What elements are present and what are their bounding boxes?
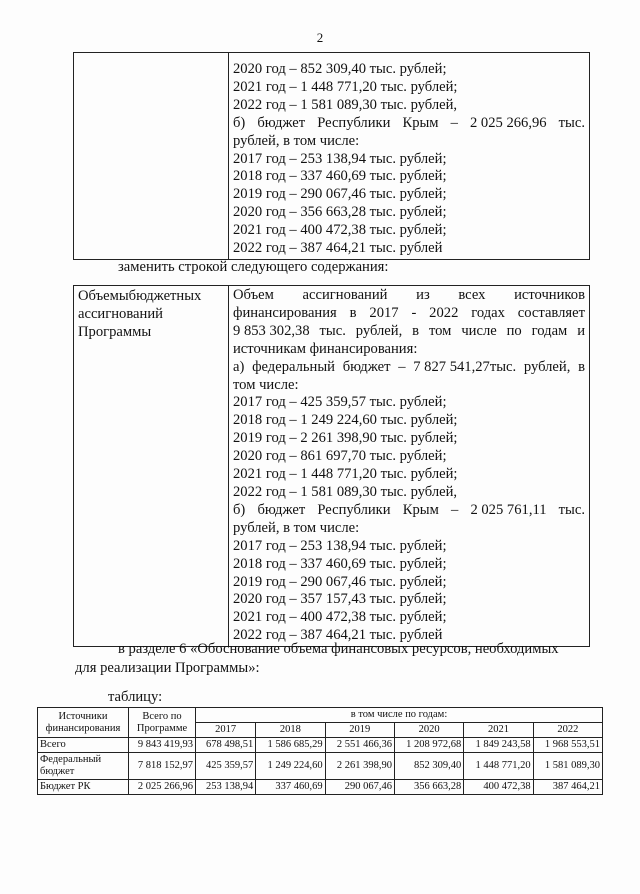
label-line xyxy=(78,288,224,306)
new-text-block xyxy=(73,285,590,647)
row-year-value: 387 464,21 xyxy=(533,780,602,795)
row-year-value: 2 261 398,90 xyxy=(325,753,394,780)
text-line: 2018 год – 337 460,69 тыс. рублей; xyxy=(233,555,447,572)
text-word: годам xyxy=(531,322,568,339)
row-year-value: 678 498,51 xyxy=(196,738,256,753)
text-word: б) xyxy=(233,114,246,131)
text-word: бюджет xyxy=(342,358,391,375)
text-line xyxy=(233,359,585,377)
text-word: всех xyxy=(458,287,486,303)
row-year-value: 1 849 243,58 xyxy=(464,738,533,753)
text-word: Объемы xyxy=(78,288,129,304)
text-line: 2021 год – 400 472,38 тыс. рублей; xyxy=(233,222,447,239)
text-line: 2017 год – 253 138,94 тыс. рублей; xyxy=(233,150,447,167)
row-total: 7 818 152,97 xyxy=(129,753,196,780)
text-word: б) xyxy=(233,501,246,518)
text-word: бюджет xyxy=(257,114,306,131)
text-word: рублей, xyxy=(355,322,403,339)
text-line: 2018 год – 1 249 224,60 тыс. рублей; xyxy=(233,412,458,429)
text-line: 2019 год – 290 067,46 тыс. рублей; xyxy=(233,186,447,203)
row-source-name: Всего xyxy=(38,738,129,753)
new-label-cell xyxy=(74,286,229,647)
label-line: ассигнований xyxy=(78,305,163,322)
text-word: а) xyxy=(233,358,245,375)
row-year-value: 1 448 771,20 xyxy=(464,753,533,780)
row-year-value: 2 551 466,36 xyxy=(325,738,394,753)
section-text-line-2: для реализации Программы»: xyxy=(75,660,260,676)
table-row xyxy=(38,738,603,753)
text-word: Республики xyxy=(317,114,391,131)
table-intro: таблицу: xyxy=(108,689,163,705)
finance-table-header-row xyxy=(38,708,603,723)
text-word: и xyxy=(577,322,585,339)
text-word: федеральный xyxy=(252,358,335,375)
row-year-value: 1 208 972,68 xyxy=(394,738,463,753)
text-word: 7 827 541,27тыс. xyxy=(413,358,517,375)
row-year-value: 1 249 224,60 xyxy=(256,753,325,780)
header-source: Источники финансирования xyxy=(38,708,129,738)
year-header: 2018 xyxy=(256,723,325,738)
text-word: бюджетных xyxy=(128,288,202,304)
label-line: Программы xyxy=(78,323,152,340)
text-line: 2017 год – 425 359,57 тыс. рублей; xyxy=(233,394,447,411)
text-word: финансирования xyxy=(233,304,337,321)
text-word: – xyxy=(450,114,458,131)
row-year-value: 1 581 089,30 xyxy=(533,753,602,780)
year-header: 2022 xyxy=(533,723,602,738)
text-word: источников xyxy=(514,287,585,303)
row-source-name: Бюджет РК xyxy=(38,780,129,795)
page-number: 2 xyxy=(316,30,324,45)
header-years-caption: в том числе по годам: xyxy=(196,708,603,723)
finance-table xyxy=(37,707,603,795)
text-word: из xyxy=(416,287,430,303)
text-line xyxy=(233,305,585,323)
table-row xyxy=(38,780,603,795)
text-line: 2022 год – 387 464,21 тыс. рублей xyxy=(233,627,443,644)
row-year-value: 852 309,40 xyxy=(394,753,463,780)
text-line: 2020 год – 356 663,28 тыс. рублей; xyxy=(233,204,447,221)
previous-label-cell xyxy=(74,53,229,260)
text-word: 2022 xyxy=(429,304,459,321)
year-header: 2019 xyxy=(325,723,394,738)
year-header: 2020 xyxy=(394,723,463,738)
text-word: Объем xyxy=(233,287,274,303)
text-word: тыс. xyxy=(558,501,585,518)
year-header: 2021 xyxy=(464,723,533,738)
text-word: 2017 xyxy=(369,304,399,321)
text-line: 2022 год – 387 464,21 тыс. рублей xyxy=(233,240,443,257)
previous-content-cell xyxy=(229,53,590,260)
row-year-value: 337 460,69 xyxy=(256,780,325,795)
text-word: в xyxy=(349,304,357,321)
text-line xyxy=(233,287,585,305)
text-line: 2020 год – 852 309,40 тыс. рублей; xyxy=(233,61,447,77)
text-word: в xyxy=(412,322,420,339)
text-line: рублей, в том числе: xyxy=(233,132,360,149)
row-total: 2 025 266,96 xyxy=(129,780,196,795)
text-word: годах xyxy=(471,304,505,321)
text-word: 2 025 761,11 xyxy=(470,501,547,518)
year-header: 2017 xyxy=(196,723,256,738)
text-line: 2019 год – 2 261 398,90 тыс. рублей; xyxy=(233,430,458,447)
text-line xyxy=(233,502,585,520)
text-word: тыс. xyxy=(558,114,585,131)
text-line: рублей, в том числе: xyxy=(233,519,360,536)
text-word: тыс. xyxy=(319,322,346,339)
text-word: Крым xyxy=(402,501,439,518)
text-word: в xyxy=(578,358,585,375)
text-line: 2017 год – 253 138,94 тыс. рублей; xyxy=(233,537,447,554)
text-word: ассигнований xyxy=(302,287,388,303)
text-line: 2021 год – 1 448 771,20 тыс. рублей; xyxy=(233,466,458,483)
text-word: – xyxy=(398,358,406,375)
text-line: 2020 год – 357 157,43 тыс. рублей; xyxy=(233,591,447,608)
header-total: Всего по Программе xyxy=(129,708,196,738)
text-line: 2022 год – 1 581 089,30 тыс. рублей, xyxy=(233,483,458,500)
text-line: 2021 год – 1 448 771,20 тыс. рублей; xyxy=(233,78,458,95)
text-word: - xyxy=(411,304,417,321)
row-year-value: 425 359,57 xyxy=(196,753,256,780)
row-year-value: 290 067,46 xyxy=(325,780,394,795)
row-year-value: 253 138,94 xyxy=(196,780,256,795)
text-word: 9 853 302,38 xyxy=(233,322,310,339)
text-line: 2022 год – 1 581 089,30 тыс. рублей, xyxy=(233,96,458,113)
section-text-line-1: в разделе 6 «Обоснование объема финансовых ресурсов, необходимых xyxy=(118,641,559,657)
text-line xyxy=(233,115,585,133)
row-year-value: 1 968 553,51 xyxy=(533,738,602,753)
text-word: Крым xyxy=(402,114,439,131)
text-line: 2020 год – 861 697,70 тыс. рублей; xyxy=(233,448,447,465)
text-word: числе xyxy=(461,322,497,339)
replace-instruction: заменить строкой следующего содержания: xyxy=(118,259,389,275)
row-source-name: Федеральный бюджет xyxy=(38,753,129,780)
row-year-value: 400 472,38 xyxy=(464,780,533,795)
text-word: – xyxy=(450,501,459,518)
text-line: источникам финансирования: xyxy=(233,340,418,357)
text-word: 2 025 266,96 xyxy=(469,114,547,131)
text-word: том xyxy=(428,322,452,339)
text-line xyxy=(233,323,585,341)
row-year-value: 356 663,28 xyxy=(394,780,463,795)
text-word: рублей, xyxy=(523,358,571,375)
previous-text-block xyxy=(73,52,590,260)
row-total: 9 843 419,93 xyxy=(129,738,196,753)
table-row xyxy=(38,753,603,780)
text-line: 2021 год – 400 472,38 тыс. рублей; xyxy=(233,609,447,626)
text-word: составляет xyxy=(517,304,585,321)
new-content-cell xyxy=(229,286,590,647)
text-line: 2018 год – 337 460,69 тыс. рублей; xyxy=(233,168,447,185)
text-word: бюджет xyxy=(257,501,306,518)
text-line: том числе: xyxy=(233,376,299,393)
row-year-value: 1 586 685,29 xyxy=(256,738,325,753)
text-word: по xyxy=(506,322,522,339)
text-line: 2019 год – 290 067,46 тыс. рублей; xyxy=(233,573,447,590)
text-word: Республики xyxy=(317,501,391,518)
